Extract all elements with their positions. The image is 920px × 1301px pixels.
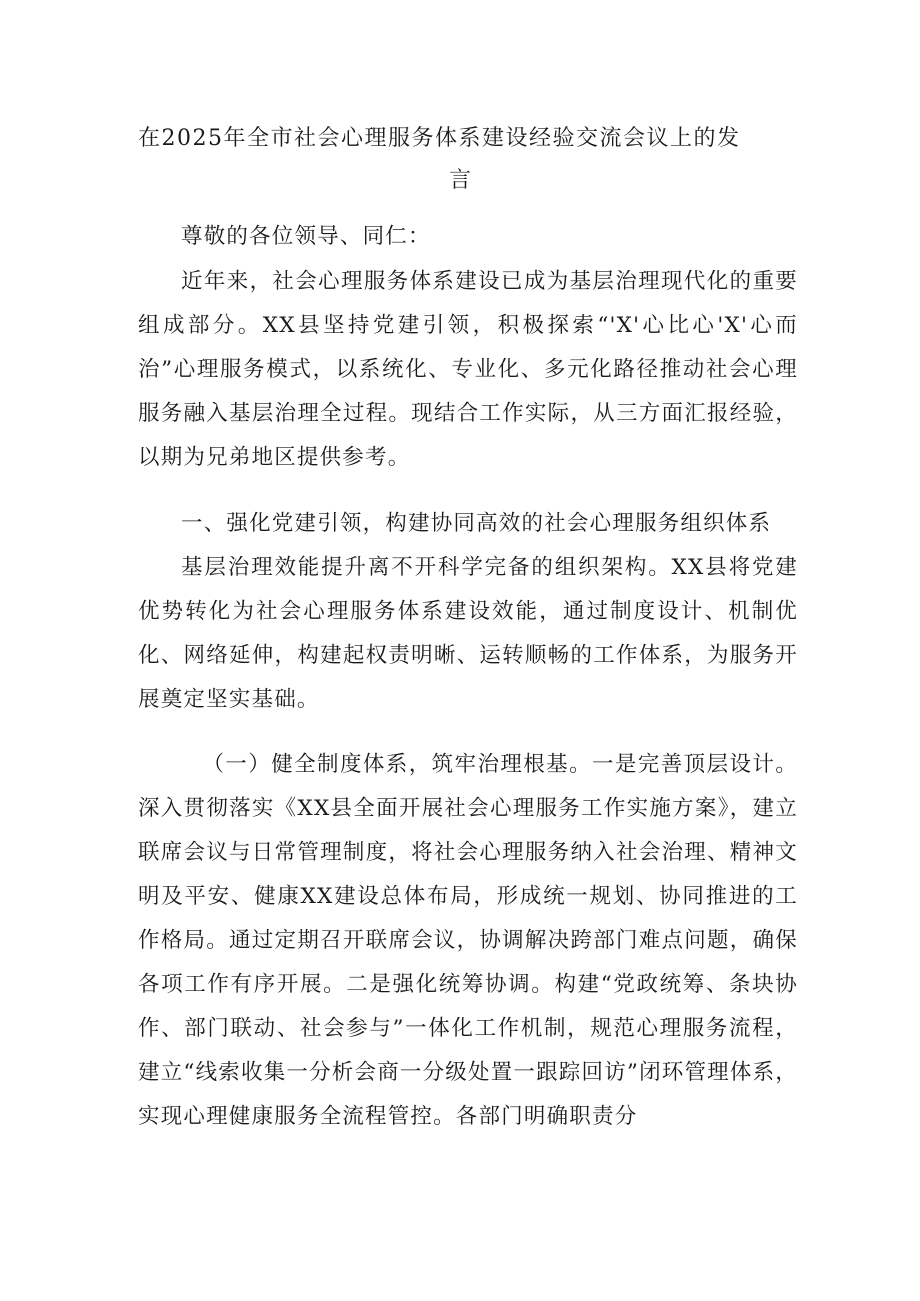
greeting: 尊敬的各位领导、同仁： (181, 224, 431, 249)
section-1-paragraph: 基层治理效能提升离不开科学完备的组织架构。XX县将党建优势转化为社会心理服务体系建设效能，通过制度设计、机制优化、网络延伸，构建起权责明晰、运转顺畅的工作体系，为服务开展奠定坚实基础。 (138, 555, 798, 712)
document-title: 在2025年全市社会心理服务体系建设经验交流会议上的发 (138, 126, 741, 151)
section-heading-1: 一、强化党建引领，构建协同高效的社会心理服务组织体系 (181, 511, 772, 536)
subsection-1-paragraph: （一）健全制度体系，筑牢治理根基。一是完善顶层设计。深入贯彻落实《XX县全面开展社会心理服务工作实施方案》，建立联席会议与日常管理制度，将社会心理服务纳入社会治理、精神文明及平安、健康XX建设总体布局，形成统一规划、协同推进的工作格局。通过定期召开联席会议，协调解决跨部门难点问题，确保各项工作有序开展。二是强化统筹协调。构建“党政统筹、条块协作、部门联动、社会参与”一体化工作机制，规范心理服务流程，建立“线索收集一分析会商一分级处置一跟踪回访”闭环管理体系，实现心理健康服务全流程管控。各部门明确职责分 (138, 752, 798, 1129)
intro-paragraph: 近年来，社会心理服务体系建设已成为基层治理现代化的重要组成部分。XX县坚持党建引领，积极探索“'X'心比心'X'心而治”心理服务模式，以系统化、专业化、多元化路径推动社会心理服务融入基层治理全过程。现结合工作实际，从三方面汇报经验，以期为兄弟地区提供参考。 (138, 269, 798, 470)
document-title-continuation: 言 (448, 168, 471, 193)
